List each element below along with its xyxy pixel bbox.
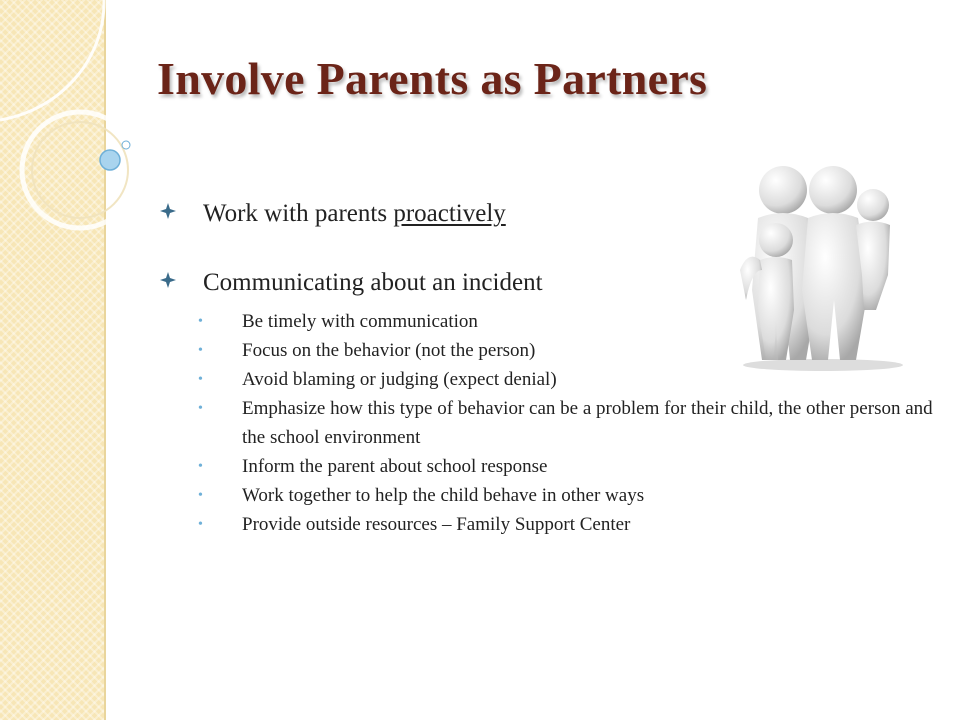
dot-icon: • — [198, 488, 203, 503]
bullet-emphasis: proactively — [393, 200, 506, 227]
dot-icon: • — [198, 517, 203, 532]
dot-icon: • — [198, 401, 203, 416]
list-item: • Provide outside resources – Family Support Center — [198, 510, 938, 539]
dot-icon: • — [198, 343, 203, 358]
decorative-swirl-icon — [0, 0, 200, 260]
sub-bullet-list — [198, 307, 938, 539]
diamond-cross-icon — [160, 203, 176, 219]
bullet-text: Communicating about an incident — [203, 269, 543, 296]
bullet-prefix: Work with parents — [203, 200, 394, 227]
list-item: • Emphasize how this type of behavior can be a problem for their child, the other person and the school environment — [198, 394, 938, 452]
dot-icon: • — [198, 372, 203, 387]
slide-title: Involve Parents as Partners — [157, 53, 708, 104]
list-item: • Be timely with communication — [198, 307, 938, 336]
list-item: • Work together to help the child behave in other ways — [198, 481, 938, 510]
dot-icon: • — [198, 459, 203, 474]
dot-icon: • — [198, 314, 203, 329]
list-item: • Inform the parent about school response — [198, 452, 938, 481]
list-item: • Avoid blaming or judging (expect denial) — [198, 365, 938, 394]
list-item: • Focus on the behavior (not the person) — [198, 336, 938, 365]
diamond-cross-icon — [160, 272, 176, 288]
